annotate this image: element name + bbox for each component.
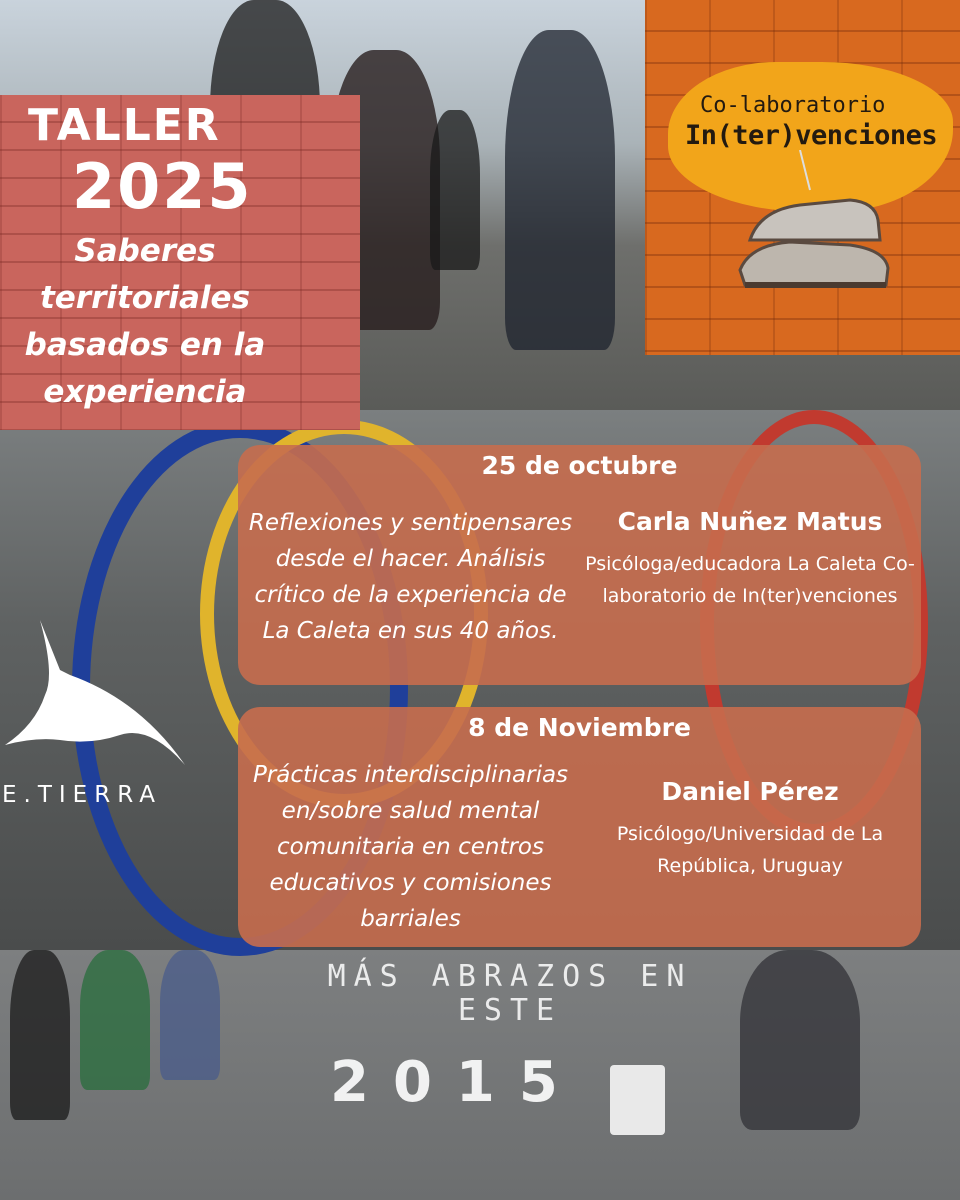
person-silhouette bbox=[80, 950, 150, 1090]
tierra-logo-text: E.TIERRA bbox=[2, 782, 162, 808]
hanging-sneakers-icon bbox=[730, 150, 900, 300]
person-silhouette bbox=[505, 30, 615, 350]
page-title-year: 2025 bbox=[72, 150, 253, 223]
person-silhouette bbox=[740, 950, 860, 1130]
session-card bbox=[238, 707, 921, 947]
colaboratorio-line1: Co-laboratorio bbox=[700, 93, 886, 118]
session-description: Prácticas interdisciplinarias en/sobre salud mental comunitaria en centros educativos y comisiones barriales bbox=[252, 762, 569, 932]
session-description: Reflexiones y sentipensares desde el hacer. Análisis crítico de la experiencia de La Caleta en sus 40 años. bbox=[248, 510, 573, 644]
street-chalk-text: MÁS ABRAZOS EN ESTE bbox=[327, 959, 693, 1028]
session-speaker: Daniel Pérez bbox=[661, 777, 839, 806]
page-subtitle: Saberes territoriales basados en la experiencia bbox=[24, 233, 266, 410]
session-speaker: Carla Nuñez Matus bbox=[617, 507, 883, 536]
person-silhouette bbox=[10, 950, 70, 1120]
session-speaker-role: Psicóloga/educadora La Caleta Co-laboratorio de In(ter)venciones bbox=[585, 553, 915, 607]
session-card bbox=[238, 445, 921, 685]
person-silhouette bbox=[160, 950, 220, 1080]
person-silhouette bbox=[430, 110, 480, 270]
session-date: 8 de Noviembre bbox=[468, 713, 691, 742]
paint-bucket bbox=[610, 1065, 665, 1135]
street-chalk-year: 2015 bbox=[330, 1050, 582, 1115]
session-date: 25 de octubre bbox=[481, 451, 678, 480]
page-title-taller: TALLER bbox=[28, 100, 221, 151]
session-speaker-role: Psicólogo/Universidad de La República, Uruguay bbox=[616, 823, 884, 877]
colaboratorio-line2: In(ter)venciones bbox=[685, 120, 938, 151]
